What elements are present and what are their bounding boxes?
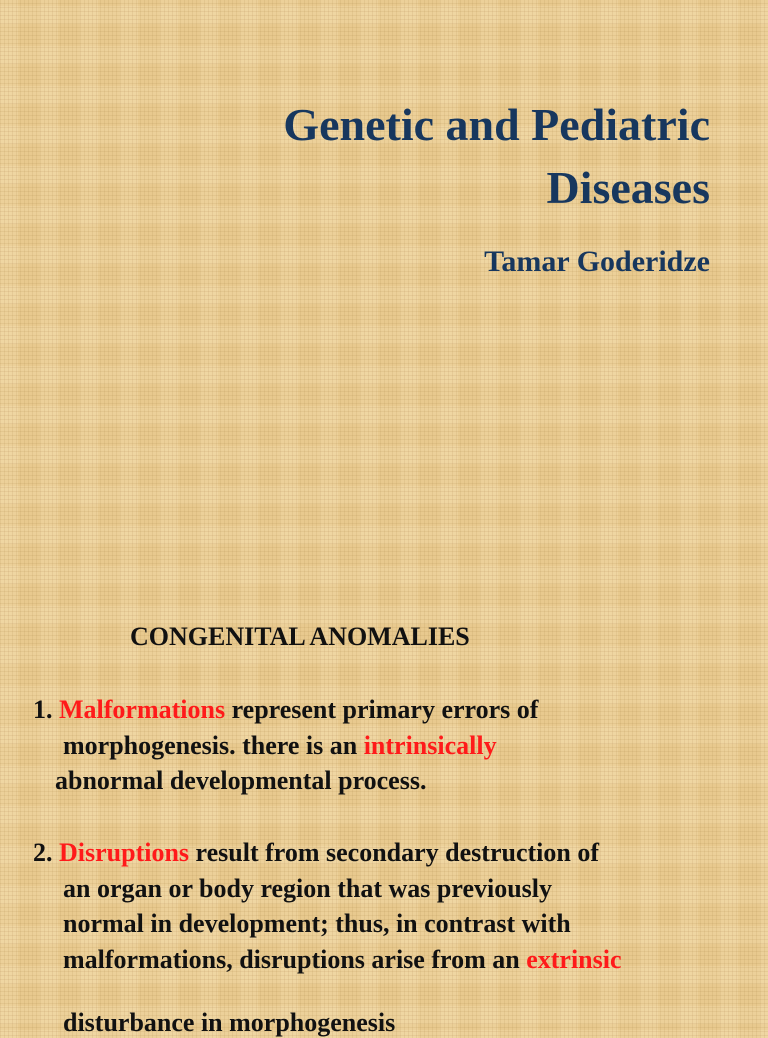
slide-title-line-2: Diseases xyxy=(546,162,710,213)
item-2-line-1 xyxy=(33,838,599,868)
item-text: result from secondary destruction of xyxy=(189,838,599,867)
slide-title-line-1: Genetic and Pediatric xyxy=(283,99,710,150)
item-1-line-3: abnormal developmental process. xyxy=(55,766,427,795)
item-2-line-4 xyxy=(63,945,622,975)
item-1-line-2 xyxy=(63,731,497,761)
item-2-line-3: normal in development; thus, in contrast with xyxy=(63,909,571,938)
highlight-term: Malformations xyxy=(59,695,226,724)
item-text: morphogenesis. there is an xyxy=(63,731,364,760)
item-number: 1. xyxy=(33,695,53,724)
highlight-term: extrinsic xyxy=(526,945,622,974)
item-2-line-5-partial: disturbance in morphogenesis xyxy=(63,1008,396,1037)
section-heading: CONGENITAL ANOMALIES xyxy=(130,622,470,651)
item-text: malformations, disruptions arise from an xyxy=(63,945,527,974)
item-number: 2. xyxy=(33,838,53,867)
item-text: represent primary errors of xyxy=(225,695,539,724)
item-2-line-2: an organ or body region that was previously xyxy=(63,874,553,903)
author-name: Tamar Goderidze xyxy=(484,245,710,278)
highlight-term: intrinsically xyxy=(363,731,497,760)
highlight-term: Disruptions xyxy=(59,838,190,867)
item-1-line-1 xyxy=(33,695,538,725)
